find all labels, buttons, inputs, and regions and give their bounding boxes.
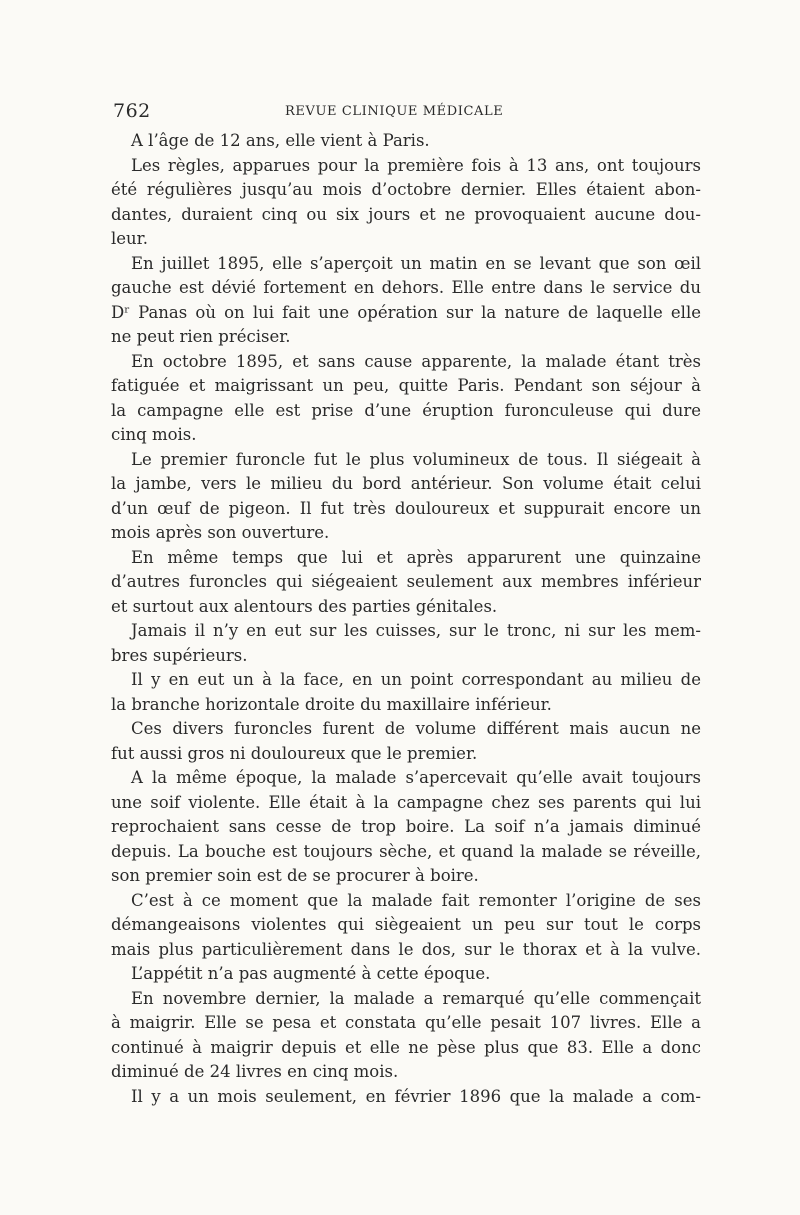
text-line: d’autres furoncles qui siégeaient seulement aux membres inférieur <box>111 572 701 591</box>
text-line: la campagne elle est prise d’une éruption furonculeuse qui dure <box>111 400 701 420</box>
text-line: ne peut rien préciser. <box>111 327 291 346</box>
text-line: bres supérieurs. <box>111 645 248 665</box>
text-line: démangeaisons violentes qui siègeaient un peu sur tout le corps <box>111 915 701 934</box>
text-line: En novembre dernier, la malade a remarqué qu’elle commençait <box>131 988 701 1008</box>
text-line: mois après son ouverture. <box>111 523 330 542</box>
text-line: dantes, duraient cinq ou six jours et ne provoquaient aucune dou- <box>111 204 701 224</box>
text-line: fatiguée et maigrissant un peu, quitte Paris. Pendant son séjour à <box>111 376 701 395</box>
text-line: L’appétit n’a pas augmenté à cette époque. <box>131 964 491 983</box>
text-line: continué à maigrir depuis et elle ne pèse plus que 83. Elle a donc <box>111 1037 701 1057</box>
running-title: REVUE CLINIQUE MÉDICALE <box>285 104 504 119</box>
text-line: d’un œuf de pigeon. Il fut très douloureux et suppurait encore un <box>111 498 701 518</box>
text-line: et surtout aux alentours des parties génitales. <box>111 596 498 616</box>
text-line: Il y a un mois seulement, en février 1896 que la malade a com- <box>131 1086 701 1106</box>
text-line: mais plus particulièrement dans le dos, sur le thorax et à la vulve. <box>111 939 701 959</box>
text-line: Jamais il n’y en eut sur les cuisses, sur le tronc, ni sur les mem- <box>131 621 701 640</box>
text-line: Les règles, apparues pour la première fois à 13 ans, ont toujours <box>131 155 701 175</box>
text-line: gauche est dévié fortement en dehors. Elle entre dans le service du <box>111 278 701 297</box>
text-line: son premier soin est de se procurer à boire. <box>111 866 479 885</box>
text-line: une soif violente. Elle était à la campagne chez ses parents qui lui <box>111 792 701 812</box>
text-line: fut aussi gros ni douloureux que le premier. <box>111 743 478 763</box>
body-text <box>111 129 701 1109</box>
text-line: A la même époque, la malade s’apercevait qu’elle avait toujours <box>131 768 701 787</box>
text-line: En juillet 1895, elle s’aperçoit un matin en se levant que son œil <box>131 253 701 273</box>
text-line: Il y en eut un à la face, en un point correspondant au milieu de <box>131 670 701 689</box>
text-line: Ces divers furoncles furent de volume différent mais aucun ne <box>131 719 701 738</box>
text-line: En octobre 1895, et sans cause apparente, la malade étant très <box>131 351 701 371</box>
text-line: reprochaient sans cesse de trop boire. La soif n’a jamais diminué <box>111 817 701 836</box>
text-line: leur. <box>111 229 148 248</box>
page-number: 762 <box>113 100 151 122</box>
text-line: la jambe, vers le milieu du bord antérieur. Son volume était celui <box>111 474 701 493</box>
text-line: cinq mois. <box>111 425 197 444</box>
text-line: diminué de 24 livres en cinq mois. <box>111 1062 399 1081</box>
text-line: la branche horizontale droite du maxillaire inférieur. <box>111 694 552 714</box>
text-line: été régulières jusqu’au mois d’octobre dernier. Elles étaient abon- <box>111 180 701 199</box>
text-line: A l’âge de 12 ans, elle vient à Paris. <box>131 131 430 150</box>
text-line: C’est à ce moment que la malade fait remonter l’origine de ses <box>131 890 701 910</box>
text-line: depuis. La bouche est toujours sèche, et quand la malade se réveille, <box>111 841 701 861</box>
text-line: à maigrir. Elle se pesa et constata qu’elle pesait 107 livres. Elle a <box>111 1013 701 1032</box>
text-line: En même temps que lui et après apparurent une quinzaine <box>131 547 701 567</box>
text-line: Dʳ Panas où on lui fait une opération sur la nature de laquelle elle <box>111 302 701 322</box>
text-line: Le premier furoncle fut le plus volumineux de tous. Il siégeait à <box>131 449 701 469</box>
page-header <box>113 100 700 124</box>
